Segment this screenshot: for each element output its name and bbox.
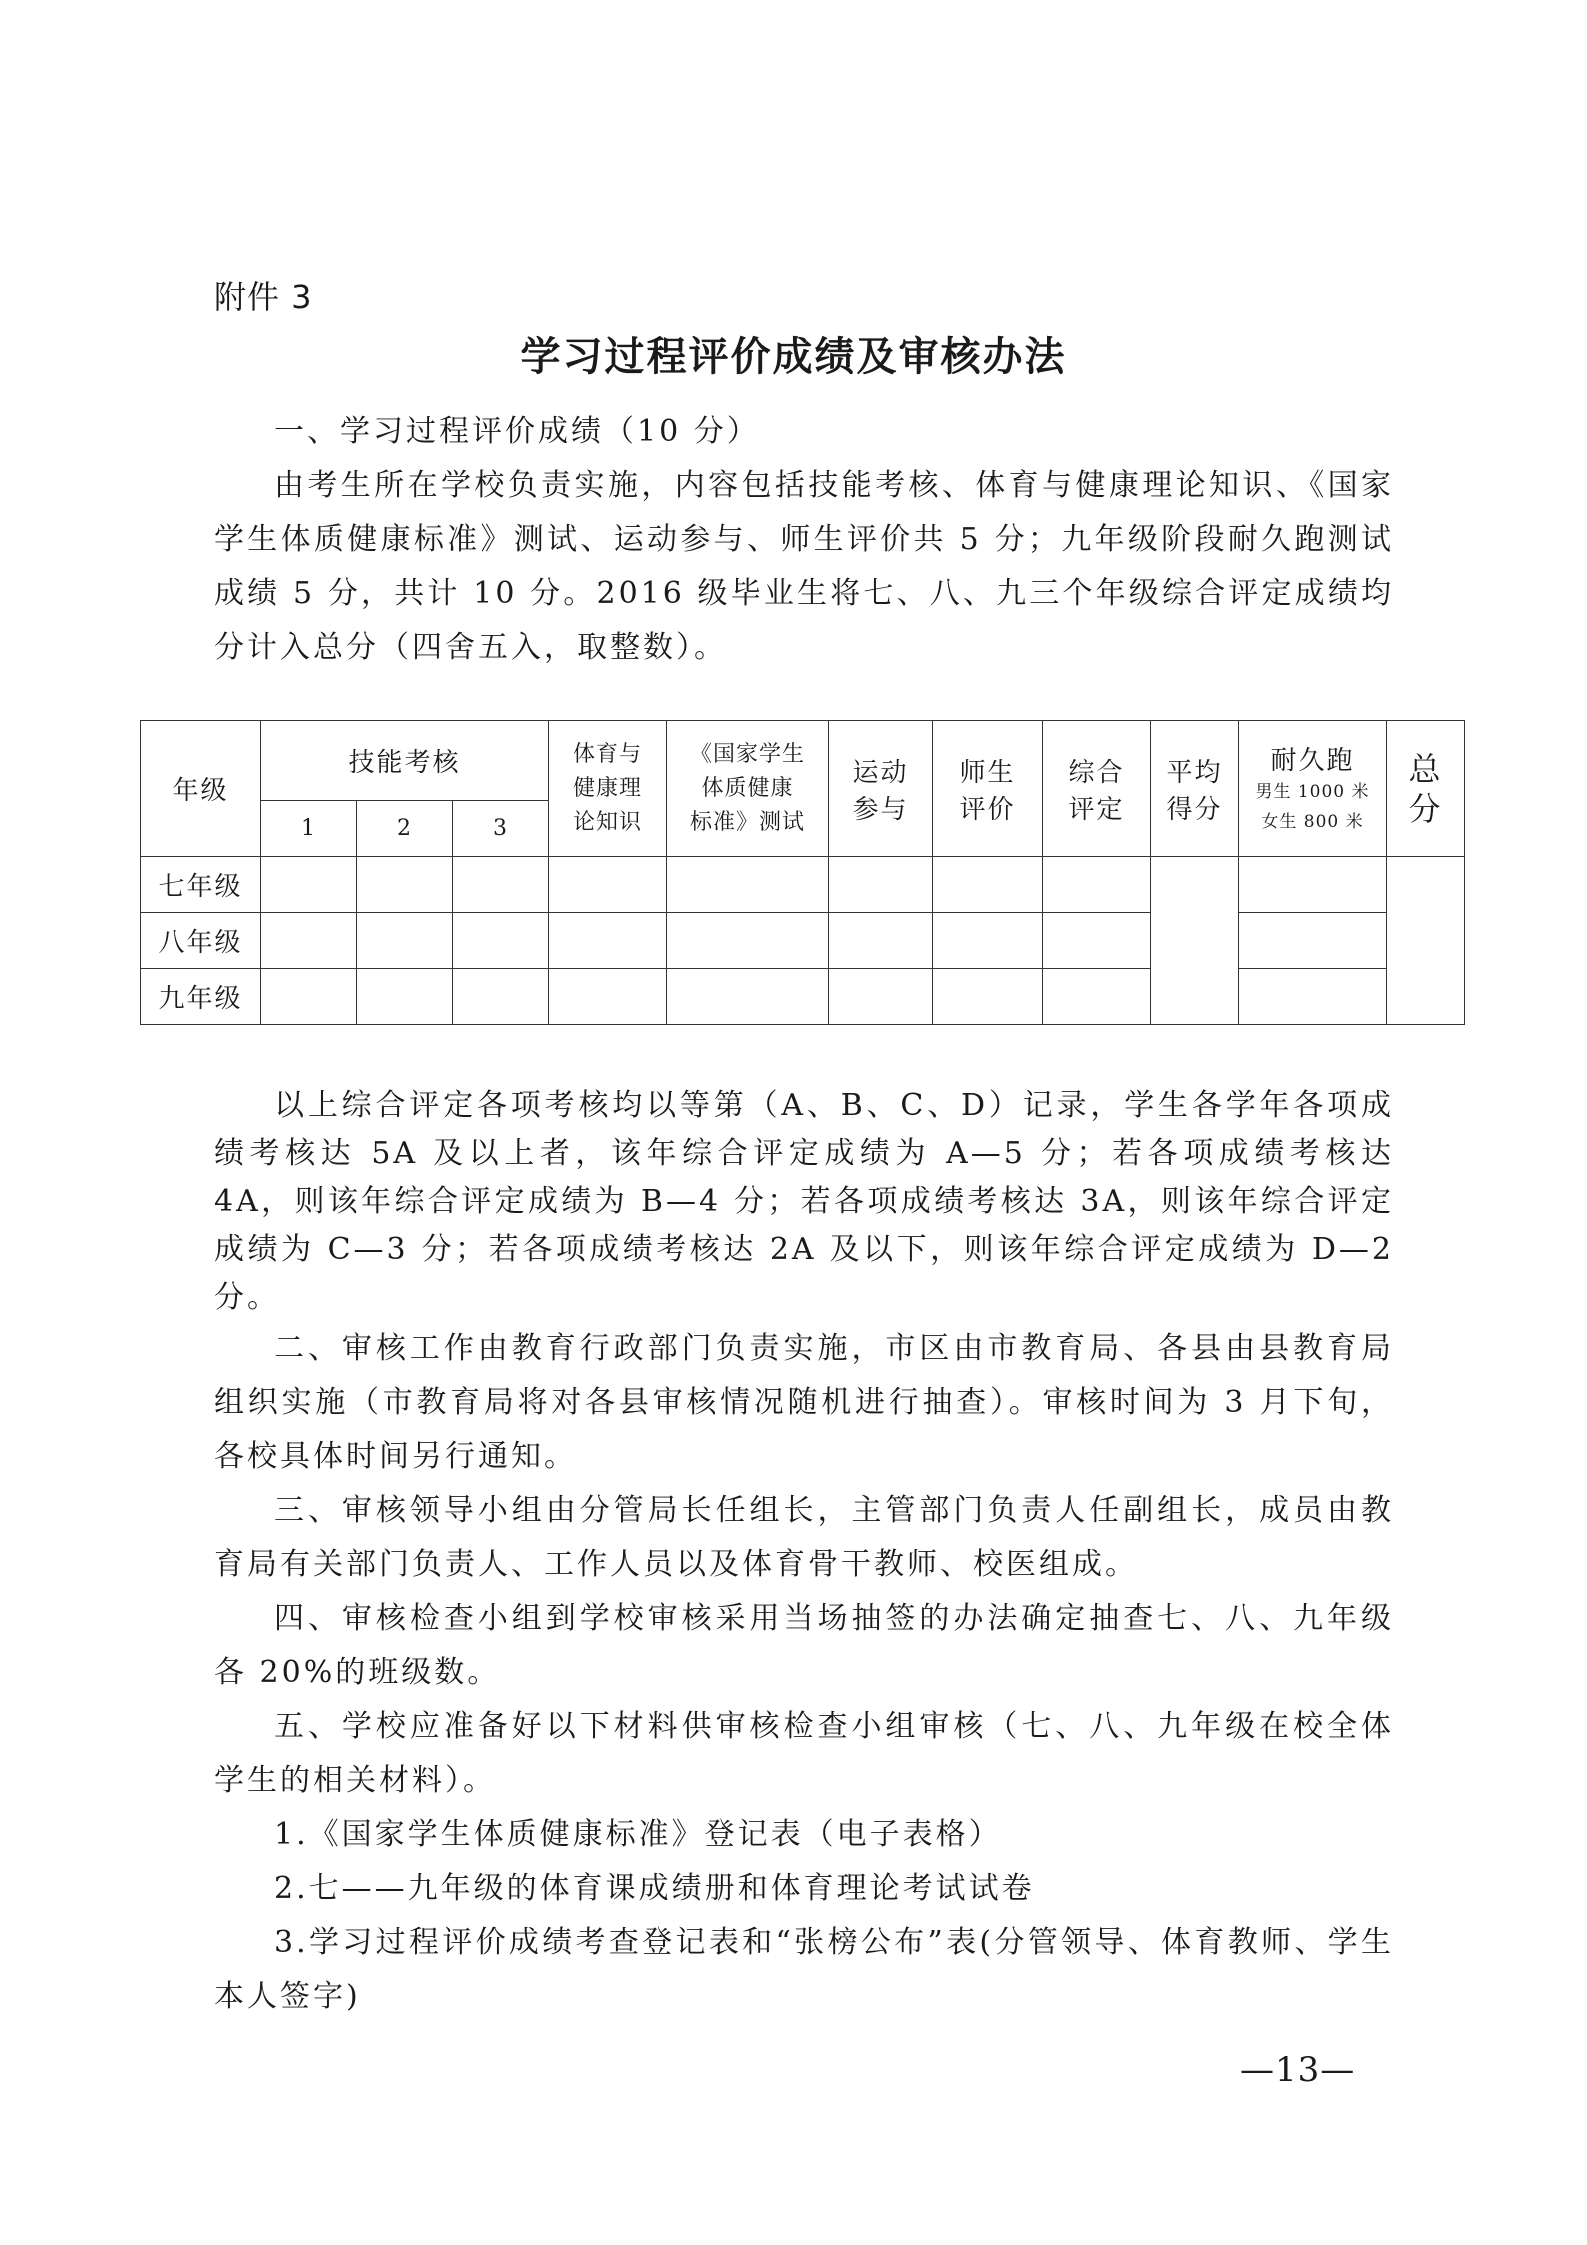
table-row — [141, 913, 1465, 969]
document-title: 学习过程评价成绩及审核办法 — [520, 333, 1067, 380]
skill-sub-2: 2 — [357, 801, 453, 857]
header-comprehensive: 综合 评定 — [1043, 721, 1151, 857]
row-label-grade8: 八年级 — [141, 913, 261, 969]
grading-paragraph: 以上综合评定各项考核均以等第（A、B、C、D）记录，学生各学年各项成绩考核达 5A 及以上者，该年综合评定成绩为 A—5 分；若各项成绩考核达 4A，则该年综合评定成绩为 B—4 分；若各项成绩考核达 3A，则该年综合评定成绩为 C—3 分；若各项成绩考核达 2A 及以下，则该年综合评定成绩为 D—2 分。 — [214, 1088, 1394, 1315]
score-table — [140, 720, 1465, 1025]
paragraph-inspection: 四、审核检查小组到学校审核采用当场抽签的办法确定抽查七、八、九年级各 20%的班级数。 — [214, 1601, 1394, 1690]
total-cell — [1387, 857, 1465, 1025]
materials-item-3: 3.学习过程评价成绩考查登记表和“张榜公布”表(分管领导、体育教师、学生本人签字) — [214, 1925, 1394, 2014]
page-number: —13— — [1240, 2050, 1356, 2090]
materials-item-2: 2.七——九年级的体育课成绩册和体育理论考试试卷 — [274, 1871, 1035, 1906]
header-total: 总 分 — [1387, 721, 1465, 857]
section-2 — [214, 1082, 1394, 2024]
endurance-male: 男生 1000 米 — [1255, 782, 1370, 802]
table-row — [141, 969, 1465, 1025]
header-standard: 《国家学生 体质健康 标准》测试 — [667, 721, 829, 857]
row-label-grade7: 七年级 — [141, 857, 261, 913]
header-grade: 年级 — [141, 721, 261, 857]
endurance-female: 女生 800 米 — [1261, 812, 1364, 832]
table-row — [141, 857, 1465, 913]
paragraph-materials: 五、学校应准备好以下材料供审核检查小组审核（七、八、九年级在校全体学生的相关材料）。 — [214, 1709, 1394, 1798]
materials-item-1: 1.《国家学生体质健康标准》登记表（电子表格） — [274, 1817, 1002, 1852]
row-label-grade9: 九年级 — [141, 969, 261, 1025]
header-theory: 体育与 健康理 论知识 — [549, 721, 667, 857]
header-participation: 运动 参与 — [829, 721, 933, 857]
header-skill: 技能考核 — [261, 721, 549, 801]
section-1-heading: 一、学习过程评价成绩（10 分） — [274, 414, 760, 449]
paragraph-review-work: 二、审核工作由教育行政部门负责实施，市区由市教育局、各县由县教育局组织实施（市教育局将对各县审核情况随机进行抽查）。审核时间为 3 月下旬，各校具体时间另行通知。 — [214, 1331, 1394, 1474]
section-1 — [214, 405, 1394, 675]
header-average: 平均 得分 — [1151, 721, 1239, 857]
header-endurance: 耐久跑 男生 1000 米 女生 800 米 — [1239, 721, 1387, 857]
average-cell — [1151, 857, 1239, 1025]
skill-sub-3: 3 — [453, 801, 549, 857]
section-1-paragraph: 由考生所在学校负责实施，内容包括技能考核、体育与健康理论知识、《国家学生体质健康标准》测试、运动参与、师生评价共 5 分；九年级阶段耐久跑测试成绩 5 分，共计 10 分。2016 级毕业生将七、八、九三个年级综合评定成绩均分计入总分（四舍五入，取整数）。 — [214, 468, 1394, 665]
paragraph-review-group: 三、审核领导小组由分管局长任组长，主管部门负责人任副组长，成员由教育局有关部门负责人、工作人员以及体育骨干教师、校医组成。 — [214, 1493, 1394, 1582]
header-evaluation: 师生 评价 — [933, 721, 1043, 857]
skill-sub-1: 1 — [261, 801, 357, 857]
attachment-label: 附件 3 — [214, 278, 313, 316]
